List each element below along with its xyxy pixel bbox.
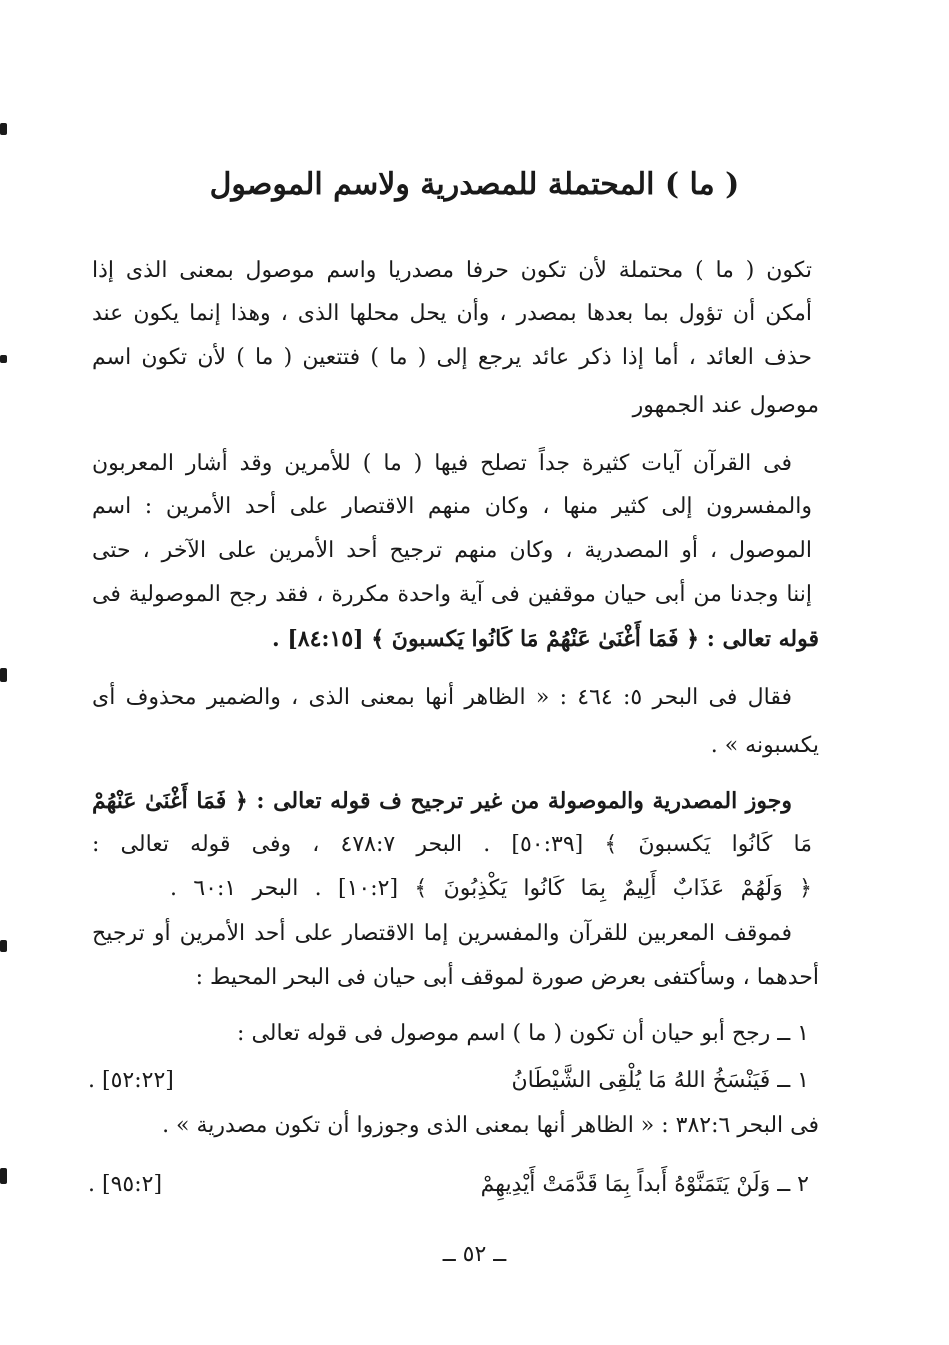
scan-edge-mark bbox=[0, 940, 7, 952]
quran-line: قوله تعالى : ﴿ فَمَا أَغْنَىٰ عَنْهُمْ مَا كَانُوا يَكسبونَ ﴾ [٨٤:١٥] . bbox=[272, 626, 819, 652]
quran-line: ١ ــ فَيَنْسَخُ اللهُ مَا يُلْقِى الشَّيْطَانُ bbox=[511, 1068, 809, 1093]
text-line: إننا وجدنا من أبى حيان موقفين فى آية واحدة مكررة ، فقد رجح الموصولية فى bbox=[92, 582, 812, 607]
page-number: ــ ٥٢ ــ bbox=[442, 1242, 507, 1267]
text-line: الموصول ، أو المصدرية ، وكان منهم ترجيح أحد الأمرين على الآخر ، حتى bbox=[92, 538, 812, 563]
quran-line: مَا كَانُوا يَكسبونَ ﴾ [٥٠:٣٩] . البحر ٤٧٨:٧ ، وفى قوله تعالى : bbox=[92, 832, 812, 857]
list-item: ١ ــ رجح أبو حيان أن تكون ( ما ) اسم موصول فى قوله تعالى : bbox=[237, 1021, 809, 1046]
text-line: تكون ( ما ) محتملة لأن تكون حرفا مصدريا واسم موصول بمعنى الذى إذا bbox=[92, 258, 812, 283]
text-line: أحدهما ، وسأكتفى بعرض صورة لموقف أبى حيان فى البحر المحيط : bbox=[195, 965, 819, 990]
text-line: فى البحر ٣٨٢:٦ : « الظاهر أنها بمعنى الذى وجوزوا أن تكون مصدرية » . bbox=[162, 1113, 819, 1138]
verse-reference: [٩٥:٢] . bbox=[88, 1172, 163, 1197]
text-line: فقال فى البحر ٥: ٤٦٤ : « الظاهر أنها بمعنى الذى ، والضمير محذوف أى bbox=[92, 685, 792, 710]
text-line: موصول عند الجمهور bbox=[632, 393, 819, 418]
quran-line: وجوز المصدرية والموصولة من غير ترجيح ف قوله تعالى : ﴿ فَمَا أَغْنَىٰ عَنْهُمْ bbox=[92, 788, 792, 814]
quran-line: ٢ ــ وَلَنْ يَتَمَنَّوْهُ أَبداً بِمَا قَدَّمَتْ أَيْدِيهِمْ bbox=[480, 1172, 809, 1197]
scan-edge-mark bbox=[0, 123, 7, 135]
scan-edge-mark bbox=[0, 1168, 7, 1184]
scan-edge-mark bbox=[0, 668, 7, 682]
text-line: والمفسرون إلى كثير منها ، وكان منهم الاقتصار على أحد الأمرين : اسم bbox=[92, 494, 812, 519]
verse-reference: [٥٢:٢٢] . bbox=[88, 1068, 174, 1093]
text-line: يكسبونه » . bbox=[710, 733, 819, 758]
text-line: فموقف المعربين للقرآن والمفسرين إما الاقتصار على أحد الأمرين أو ترجيح bbox=[92, 921, 792, 946]
scan-edge-mark bbox=[0, 355, 7, 363]
text-line: فى القرآن آيات كثيرة جداً تصلح فيها ( ما ) للأمرين وقد أشار المعربون bbox=[92, 451, 792, 476]
quran-line: ﴿ وَلَهُمْ عَذَابٌ أَلِيمٌ بِمَا كَانُوا يَكْذِبُونَ ﴾ [١٠:٢] . البحر ٦٠:١ . bbox=[170, 876, 812, 901]
page-title: ( ما ) المحتملة للمصدرية ولاسم الموصول bbox=[209, 167, 740, 202]
text-line: حذف العائد ، أما إذا ذكر عائد يرجع إلى ( ما ) فتتعين ( ما ) لأن تكون اسم bbox=[92, 345, 812, 370]
text-line: أمكن أن تؤول بما بعدها بمصدر ، وأن يحل محلها الذى ، وهذا إنما يكون عند bbox=[92, 301, 812, 326]
